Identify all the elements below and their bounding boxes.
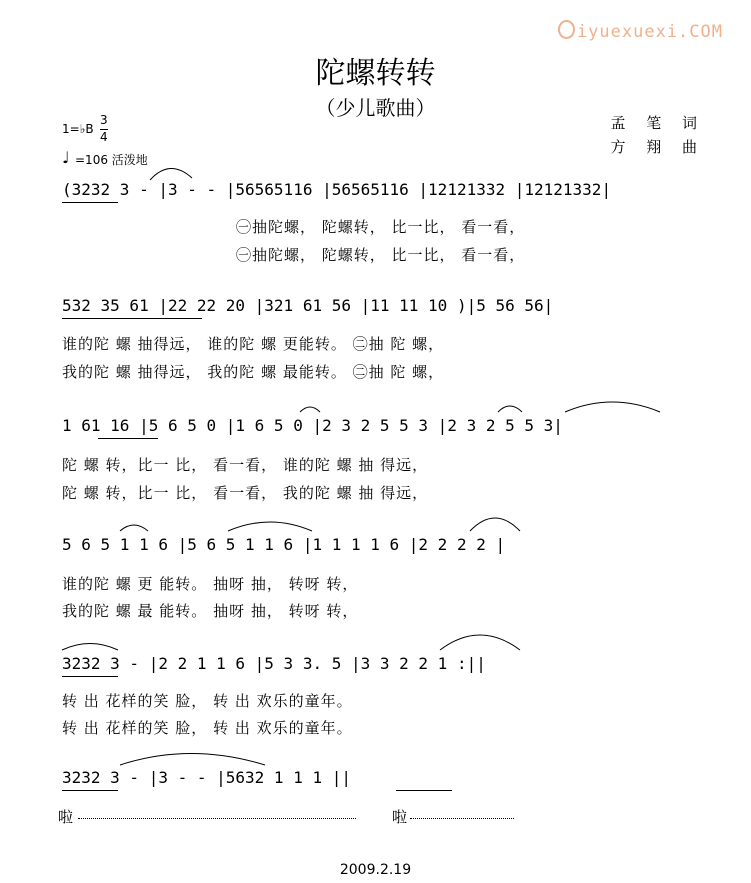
beam-row-1	[62, 202, 118, 203]
composer-credit: 方 翔 曲	[610, 138, 705, 156]
key-signature: 1=♭B	[62, 122, 94, 136]
notation-row-2: 532 35 61 |22 22 20 |321 61 56 |11 11 10 )|5 56 56|	[62, 296, 554, 315]
lyricist-credit: 孟 笔 词	[610, 114, 705, 132]
notation-row-3: 1 61 16 |5 6 5 0 |1 6 5 0 |2 3 2 5 5 3 |2 3 2 5 5 3|	[62, 416, 563, 435]
notation-row-1: (3232 3 - |3 - - |56565116 |56565116 |12121332 |12121332|	[62, 180, 612, 199]
lyric-la-right: 啦	[392, 808, 409, 826]
slur-row-3a	[300, 407, 320, 412]
lyric-la-left: 啦	[58, 808, 75, 826]
lyric-line-1a: ㊀抽陀螺， 陀螺转， 比一比， 看一看，	[236, 218, 526, 236]
beam-row-3	[98, 438, 158, 439]
lyric-line-5b: 转 出 花样的笑 脸， 转 出 欢乐的童年。	[62, 719, 353, 737]
beam-row-6b	[396, 790, 452, 791]
tie-row-1	[150, 168, 192, 180]
beam-row-2	[62, 318, 202, 319]
slur-row-5b	[440, 635, 520, 650]
slur-row-5a	[62, 644, 118, 651]
slur-row-3b	[498, 406, 522, 412]
time-signature-bottom: 4	[100, 130, 108, 144]
notation-row-4: 5 6 5 1 1 6 |5 6 5 1 1 6 |1 1 1 1 6 |2 2 2 2 |	[62, 535, 506, 554]
lyric-line-1b: ㊀抽陀螺， 陀螺转， 比一比， 看一看，	[236, 246, 526, 264]
lyric-line-5a: 转 出 花样的笑 脸， 转 出 欢乐的童年。	[62, 692, 353, 710]
quarter-note-icon: ♩	[62, 148, 70, 167]
song-title: 陀螺转转	[315, 56, 436, 91]
lyric-line-2a: 谁的陀 螺 抽得远， 谁的陀 螺 更能转。 ㊁抽 陀 螺，	[62, 335, 445, 353]
song-subtitle: （少儿歌曲）	[315, 96, 436, 120]
slur-row-4b	[228, 522, 312, 531]
lyric-line-4b: 我的陀 螺 最 能转。 抽呀 抽， 转呀 转，	[62, 602, 359, 620]
lyric-line-4a: 谁的陀 螺 更 能转。 抽呀 抽， 转呀 转，	[62, 575, 359, 593]
tie-row-6	[120, 754, 265, 766]
lyric-line-2b: 我的陀 螺 抽得远， 我的陀 螺 最能转。 ㊁抽 陀 螺，	[62, 363, 445, 381]
time-signature-top: 3	[100, 113, 108, 127]
slur-row-3c	[565, 402, 660, 412]
beam-row-6a	[62, 790, 118, 791]
tempo-marking: =106 活泼地	[75, 153, 148, 167]
lyric-line-3a: 陀 螺 转，比一 比， 看一看， 谁的陀 螺 抽 得远，	[62, 456, 429, 474]
site-watermark: iyuexuexi.COM	[558, 20, 723, 42]
date-stamp: 2009.2.19	[339, 862, 412, 878]
slur-row-4a	[120, 525, 148, 531]
notation-row-5: 3232 3 - |2 2 1 1 6 |5 3 3. 5 |3 3 2 2 1 :||	[62, 654, 486, 673]
slur-row-4c	[470, 518, 520, 531]
notation-row-6: 3232 3 - |3 - - |5632 1 1 1 ||	[62, 768, 351, 787]
beam-row-5	[62, 676, 118, 677]
lyric-line-3b: 陀 螺 转，比一 比， 看一看， 我的陀 螺 抽 得远，	[62, 484, 429, 502]
